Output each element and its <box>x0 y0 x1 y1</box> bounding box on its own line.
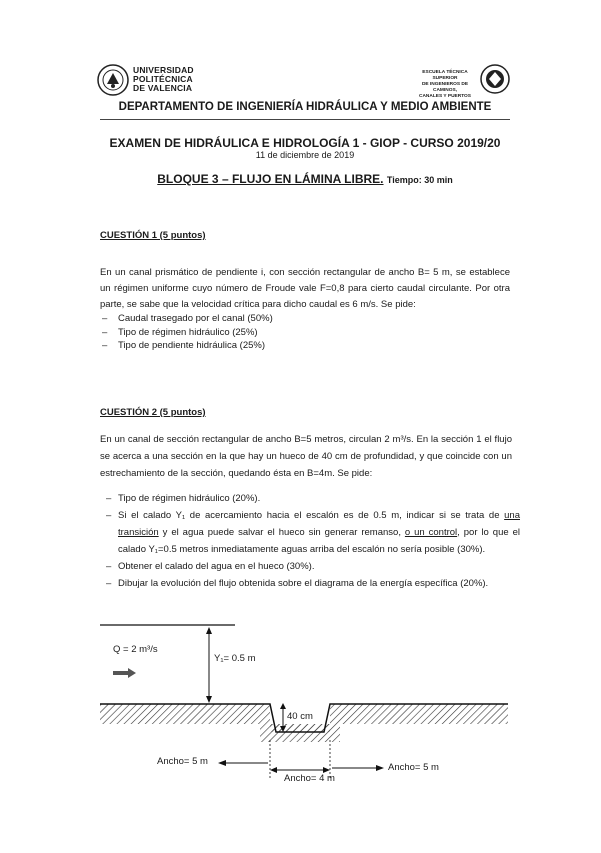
question-2-text: En un canal de sección rectangular de ancho B=5 metros, circulan 2 m³/s. En la sección 1 el flujo se acerca a una sección en la que hay un hueco de 40 cm de profundidad, y que coincide con un estrechamiento de la sección, quedando ésta en B=4m. Se pide: <box>100 434 512 479</box>
question-2-title: CUESTIÓN 2 (5 puntos) <box>100 407 206 418</box>
list-item: – Caudal trasegado por el canal (50%) <box>102 313 273 324</box>
hole-arrow-top-icon <box>280 703 286 709</box>
school-logo <box>410 64 510 98</box>
school-line-1: ESCUELA TÉCNICA SUPERIOR <box>422 70 468 81</box>
hole-depth-label: 40 cm <box>287 711 313 722</box>
width-left-arrow-icon <box>218 760 226 766</box>
width-right-label: Ancho= 5 m <box>388 762 439 773</box>
school-seal-icon <box>480 64 510 94</box>
depth-arrow-top-icon <box>206 627 212 634</box>
hole-hatch <box>260 724 340 742</box>
channel-diagram <box>0 600 601 848</box>
university-name <box>133 66 194 94</box>
school-name <box>410 70 480 100</box>
upv-seal-icon <box>97 64 129 96</box>
header-divider <box>100 119 510 120</box>
list-item: – Tipo de régimen hidráulico (25%) <box>102 326 258 338</box>
department-heading: DEPARTAMENTO DE INGENIERÍA HIDRÁULICA Y MEDIO AMBIENTE <box>118 101 492 113</box>
exam-date: 11 de diciembre de 2019 <box>255 150 355 160</box>
width-left-label: Ancho= 5 m <box>157 756 208 767</box>
block-name: BLOQUE 3 – FLUJO EN LÁMINA LIBRE. <box>157 172 384 186</box>
university-line-1: UNIVERSIDAD <box>133 65 194 75</box>
flow-arrow-icon <box>113 668 136 678</box>
width-right-arrow-icon <box>376 765 384 771</box>
school-line-3: CANALES Y PUERTOS <box>419 94 471 99</box>
list-item: – Dibujar la evolución del flujo obtenida sobre el diagrama de la energía específica (20%). <box>106 578 489 589</box>
question-2-list <box>100 490 520 592</box>
school-line-2: DE INGENIEROS DE CAMINOS, <box>421 82 469 93</box>
block-title <box>100 172 510 186</box>
width-mid-label: Ancho= 4 m <box>284 773 335 784</box>
exam-title: EXAMEN DE HIDRÁULICA E HIDROLOGÍA 1 - GIOP - CURSO 2019/20 <box>109 136 501 150</box>
depth-arrow-bottom-icon <box>206 696 212 703</box>
depth-label: Y₁= 0.5 m <box>214 653 256 664</box>
question-1-text: En un canal prismático de pendiente i, con sección rectangular de ancho B= 5 m, se establece un régimen uniforme cuyo número de Froude vale F=0,8 para cierto caudal circulante. Por otra parte, se sabe que la velocidad crítica para dicho caudal es 6 m/s. Se pide: <box>100 267 510 310</box>
question-1-title: CUESTIÓN 1 (5 puntos) <box>100 230 206 241</box>
list-item: – Si el calado Y₁ de acercamiento hacia el escalón es de 0.5 m, indicar si se trata de una transición y el agua puede salvar el hueco sin generar remanso, o un control, por lo que el calado Y₁=0.5 metros inmediatamente aguas arriba del escalón no sería posible (30%). <box>106 510 520 555</box>
time-limit: Tiempo: 30 min <box>386 175 453 185</box>
list-item: – Obtener el calado del agua en el hueco (30%). <box>106 561 315 572</box>
list-item: – Tipo de pendiente hidráulica (25%) <box>102 340 265 351</box>
university-line-3: DE VALENCIA <box>133 83 193 94</box>
upv-logo <box>97 64 297 98</box>
width-mid-arrow-left-icon <box>270 767 277 773</box>
question-1-list <box>102 312 502 353</box>
list-item: – Tipo de régimen hidráulico (20%). <box>106 493 261 504</box>
university-line-2: POLITÉCNICA <box>133 74 193 85</box>
channel-diagram-svg <box>0 600 601 848</box>
flow-label: Q = 2 m³/s <box>113 644 158 655</box>
